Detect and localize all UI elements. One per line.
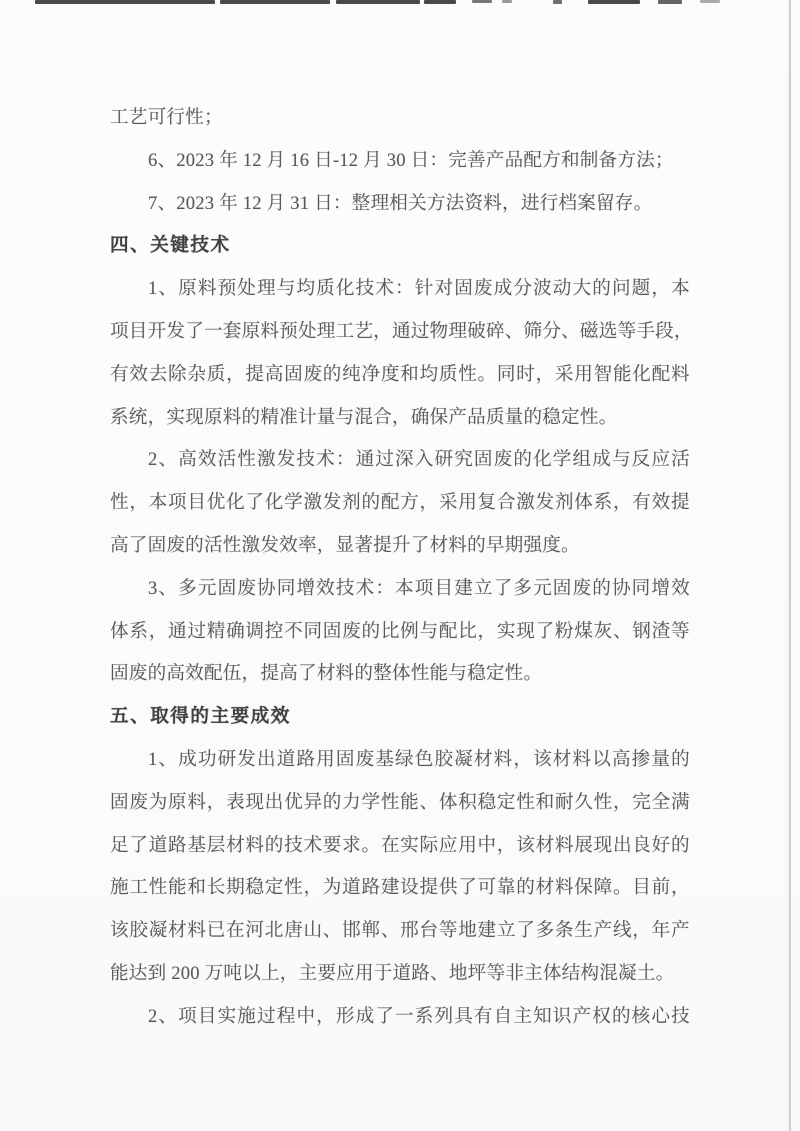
text-line: 能达到 200 万吨以上，主要应用于道路、地坪等非主体结构混凝土。 <box>110 962 675 984</box>
text-line: 足 了 道 路 基 层 材 料 的 技 术 要 求 。 在 实 际 应 用 中 ， 该 材 料 展 现 出 良 好 的 <box>110 834 690 856</box>
text-line: 固废的高效配伍，提高了材料的整体性能与稳定性。 <box>110 663 543 685</box>
text-line: 固 废 为 原 料 ， 表 现 出 优 异 的 力 学 性 能 、 体 积 稳 定 性 和 耐 久 性 ， 完 全 满 <box>110 791 690 813</box>
text-line: 该 胶 凝 材 料 已 在 河 北 唐 山 、 邯 郸 、 邢 台 等 地 建 立 了 多 条 生 产 线 ， 年 产 <box>110 920 690 942</box>
text-line: 7、2023 年 12 月 31 日：整理相关方法资料，进行档案留存。 <box>148 192 653 214</box>
section-heading: 五、取得的主要成效 <box>110 706 291 728</box>
text-line: 有 效 去 除 杂 质 ， 提 高 固 废 的 纯 净 度 和 均 质 性 。 同 时 ， 采 用 智 能 化 配 料 <box>110 363 690 385</box>
document-body <box>110 97 693 1039</box>
text-line: 施 工 性 能 和 长 期 稳 定 性 ， 为 道 路 建 设 提 供 了 可 靠 的 材 料 保 障 。 目 前 ， <box>110 877 690 899</box>
text-line: 系统，实现原料的精准计量与混合，确保产品质量的稳定性。 <box>110 406 618 428</box>
text-line: 2 、 项 目 实 施 过 程 中 ， 形 成 了 一 系 列 具 有 自 主 知 识 产 权 的 核 心 技 <box>148 1005 690 1027</box>
text-line: 1 、 原 料 预 处 理 与 均 质 化 技 术 ： 针 对 固 废 成 分 波 动 大 的 问 题 ， 本 <box>148 278 690 300</box>
text-line: 6、2023 年 12 月 16 日-12 月 30 日：完善产品配方和制备方法； <box>148 149 674 171</box>
text-line: 2 、 高 效 活 性 激 发 技 术 ： 通 过 深 入 研 究 固 废 的 化 学 组 成 与 反 应 活 <box>148 449 690 471</box>
scan-artifact-right-edge-line <box>789 0 791 1131</box>
scan-artifact-top-edge <box>0 0 800 6</box>
text-line: 工艺可行性； <box>110 107 223 128</box>
text-line: 项 目 开 发 了 一 套 原 料 预 处 理 工 艺 ， 通 过 物 理 破 碎 、 筛 分 、 磁 选 等 手 段 ， <box>110 320 693 342</box>
text-line: 性 ， 本 项 目 优 化 了 化 学 激 发 剂 的 配 方 ， 采 用 复 合 激 发 剂 体 系 ， 有 效 提 <box>110 492 690 514</box>
text-line: 1 、 成 功 研 发 出 道 路 用 固 废 基 绿 色 胶 凝 材 料 ， 该 材 料 以 高 掺 量 的 <box>148 748 690 770</box>
section-heading: 四、关键技术 <box>110 235 231 257</box>
text-line: 体 系 ， 通 过 精 确 调 控 不 同 固 废 的 比 例 与 配 比 ， 实 现 了 粉 煤 灰 、 钢 渣 等 <box>110 620 690 642</box>
text-line: 3 、 多 元 固 废 协 同 增 效 技 术 ： 本 项 目 建 立 了 多 元 固 废 的 协 同 增 效 <box>148 577 690 599</box>
text-line: 高了固废的活性激发效率，显著提升了材料的早期强度。 <box>110 534 580 556</box>
